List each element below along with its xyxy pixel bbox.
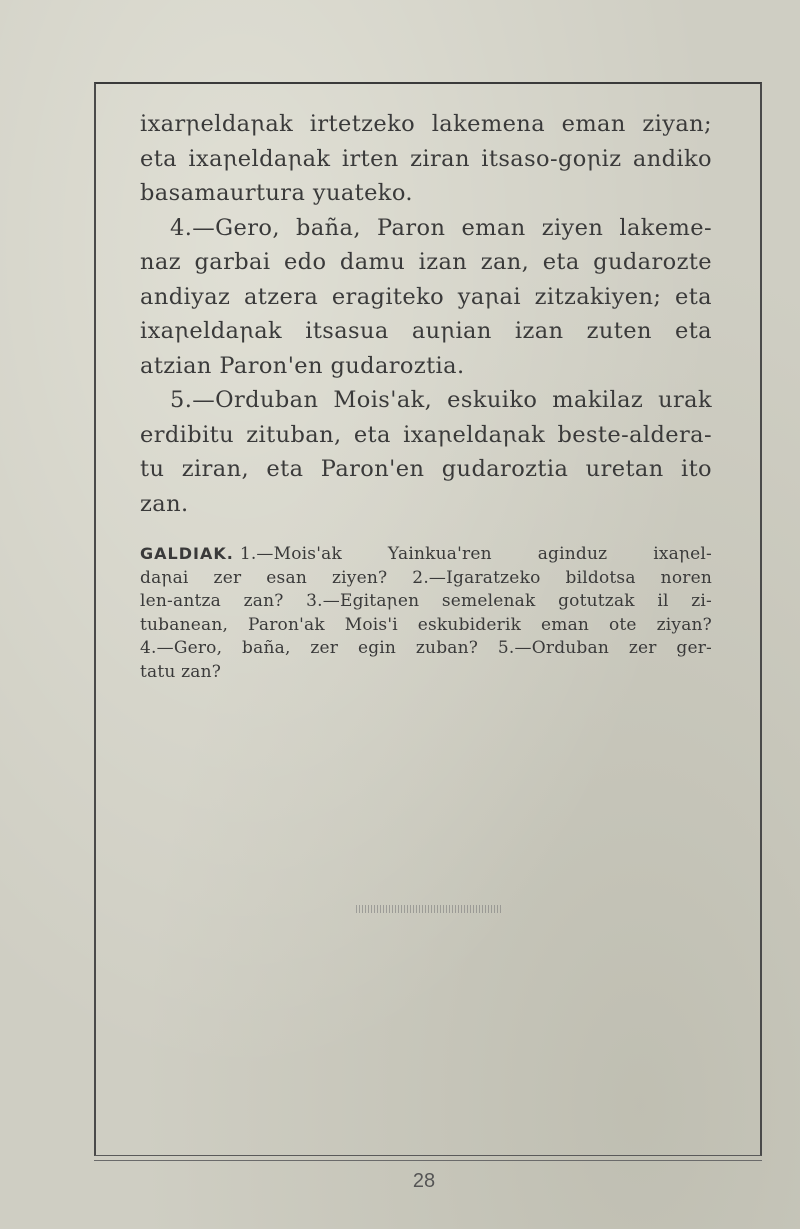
question-text: 1.—Mois'ak Yainkua'ren aginduz ixaꞃel- — [239, 544, 712, 564]
question-line: tubanean, Paron'ak Mois'i eskubiderik eman ote ziyan? — [140, 614, 712, 635]
paragraph-continuation — [140, 107, 712, 211]
text-line: ixarꞃeldaꞃak irtetzeko lakemena eman ziyan; — [140, 111, 712, 137]
questions-label: GALDIAK. — [140, 544, 234, 563]
questions-block — [140, 542, 712, 685]
text-line: 4.—Gero, baña, Paron eman ziyen lakeme- — [170, 214, 712, 241]
text-line: zan. — [140, 490, 189, 517]
text-line: basamaurtura yuateko. — [140, 180, 413, 206]
text-line: erdibitu zituban, eta ixaꞃeldaꞃak beste-aldera- — [140, 421, 712, 448]
text-line: eta ixaꞃeldaꞃak irten ziran itsaso-goꞃiz andiko — [140, 145, 712, 172]
text-line: atzian Paron'en gudaroztia. — [140, 352, 465, 379]
question-line — [140, 542, 712, 567]
paragraph-4 — [140, 211, 712, 384]
question-line: daꞃai zer esan ziyen? 2.—Igaratzeko bildotsa noren — [140, 567, 712, 588]
paragraph-5 — [140, 383, 712, 521]
frame-bottom-rule — [94, 1160, 762, 1161]
body-text-block — [140, 107, 712, 521]
text-line: 5.—Orduban Mois'ak, eskuiko makilaz urak — [170, 387, 712, 413]
text-line: naz garbai edo damu izan zan, eta gudarozte — [140, 249, 712, 275]
text-line: andiyaz atzera eragiteko yaꞃai zitzakiyen; eta — [140, 283, 712, 310]
question-line: 4.—Gero, baña, zer egin zuban? 5.—Orduban zer ger- — [140, 638, 712, 659]
question-line: tatu zan? — [140, 661, 222, 682]
question-line: len-antza zan? 3.—Egitaꞃen semelenak gotutzak il zi- — [140, 591, 712, 612]
page-number: 28 — [412, 1170, 436, 1192]
text-line: tu ziran, eta Paron'en gudaroztia uretan ito — [140, 456, 712, 482]
text-line: ixaꞃeldaꞃak itsasua auꞃian izan zuten eta — [140, 318, 712, 344]
decorative-rule-ornament — [356, 905, 502, 913]
